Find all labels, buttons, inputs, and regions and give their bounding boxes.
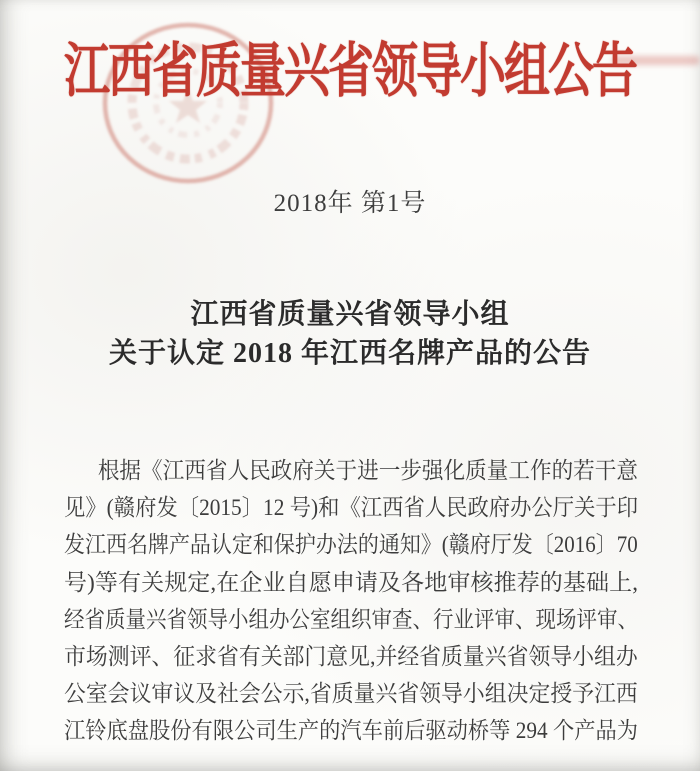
body-line: 根据《江西省人民政府关于进一步强化质量工作的若干意 — [97, 458, 639, 483]
body-line: 经省质量兴省领导小组办公室组织审查、行业评审、现场评审、 — [64, 606, 638, 632]
document-title-line-1: 江西省质量兴省领导小组 — [190, 299, 510, 330]
masthead-title: 江西省质量兴省领导小组公告 — [64, 38, 636, 104]
body-line: 市场测评、征求省有关部门意见,并经省质量兴省领导小组办 — [64, 643, 638, 669]
body-line: 公室会议审议及社会公示,省质量兴省领导小组决定授予江西 — [64, 681, 638, 707]
body-line: 见》(赣府发〔2015〕12 号)和《江西省人民政府办公厅关于印 — [64, 495, 639, 521]
body-paragraph — [64, 452, 638, 750]
document-title-line-2: 关于认定 2018 年江西名牌产品的公告 — [108, 338, 591, 369]
body-line: 江铃底盘股份有限公司生产的汽车前后驱动桥等 294 个产品为 — [64, 718, 638, 744]
document-title — [0, 295, 700, 373]
body-line: 号)等有关规定,在企业自愿申请及各地审核推荐的基础上, — [64, 569, 638, 595]
issue-number: 2018年 第1号 — [273, 190, 427, 217]
body-line: 发江西名牌产品认定和保护办法的通知》(赣府厅发〔2016〕70 — [64, 532, 638, 558]
